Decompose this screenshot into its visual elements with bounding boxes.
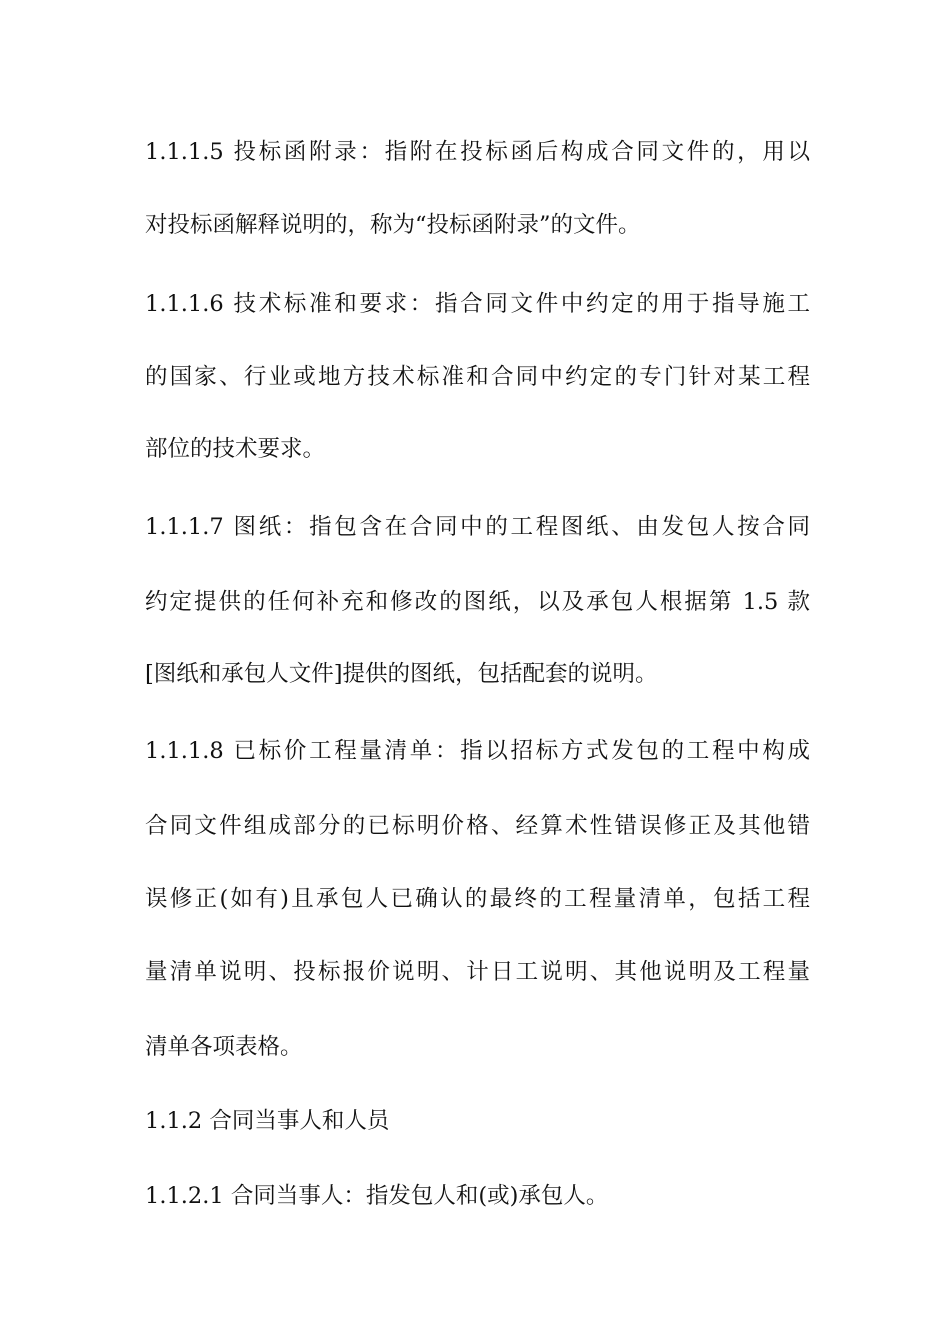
text-line: 合同文件组成部分的已标明价格、经算术性错误修正及其他错 <box>145 813 810 839</box>
text-line: 1.1.1.6 技术标准和要求：指合同文件中约定的用于指导施工 <box>145 291 810 317</box>
text-line: 部位的技术要求。 <box>145 436 326 462</box>
text-line: 1.1.2.1 合同当事人：指发包人和(或)承包人。 <box>145 1183 609 1209</box>
text-line: 对投标函解释说明的，称为“投标函附录”的文件。 <box>145 212 641 238</box>
text-line: [图纸和承包人文件]提供的图纸，包括配套的说明。 <box>145 661 658 687</box>
text-line: 1.1.1.5 投标函附录：指附在投标函后构成合同文件的，用以 <box>145 139 810 165</box>
text-line: 1.1.1.7 图纸：指包含在合同中的工程图纸、由发包人按合同 <box>145 514 810 540</box>
text-line: 1.1.1.8 已标价工程量清单：指以招标方式发包的工程中构成 <box>145 738 810 764</box>
text-line: 约定提供的任何补充和修改的图纸，以及承包人根据第 1.5 款 <box>145 589 810 615</box>
text-line: 的国家、行业或地方技术标准和合同中约定的专门针对某工程 <box>145 364 810 390</box>
section-heading: 1.1.2 合同当事人和人员 <box>145 1108 390 1134</box>
text-line: 量清单说明、投标报价说明、计日工说明、其他说明及工程量 <box>145 959 810 985</box>
text-line: 清单各项表格。 <box>145 1034 303 1060</box>
text-line: 误修正(如有)且承包人已确认的最终的工程量清单，包括工程 <box>145 886 810 912</box>
